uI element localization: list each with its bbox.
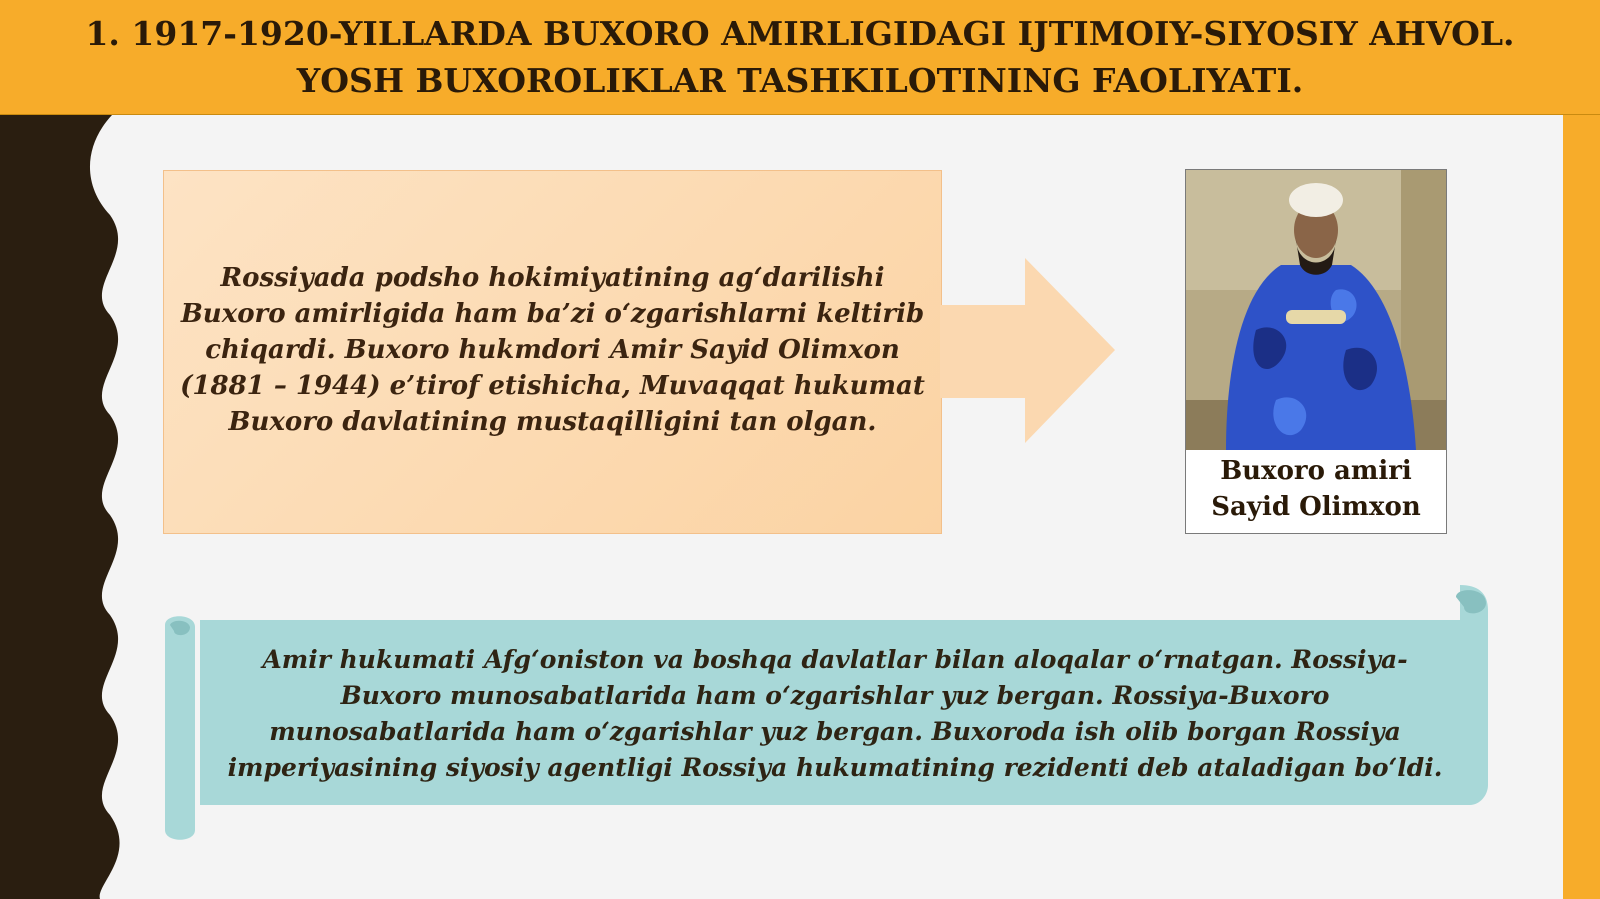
scroll-text: Amir hukumati Afg‘oniston va boshqa davlatlar bilan aloqalar o‘rnatgan. Rossiya-Buxoro munosabatlarida ham o‘zgarishlar yuz bergan. Rossiya-Buxoro munosabatlarida ham o‘zgarishlar yuz bergan. Buxoroda ish olib borgan Rossiya imperiyasining siyosiy agentligi Rossiya hukumatining rezidenti deb ataladigan bo‘ldi. [227, 645, 1443, 782]
portrait-caption: Buxoro amiri Sayid Olimxon [1211, 456, 1421, 522]
info-panel-text: Rossiyada podsho hokimiyatining ag‘darilishi Buxoro amirligida ham ba’zi o‘zgarishlarni keltirib chiqardi. Buxoro hukmdori Amir Sayid Olimxon (1881 – 1944) e’tirof etishicha, Muvaqqat hukumat Buxoro davlatining mustaqilligini tan olgan. [180, 263, 925, 437]
portrait-card [1185, 169, 1447, 534]
title-bar [0, 0, 1600, 115]
left-wavy-band [0, 115, 120, 899]
right-accent-band [1563, 115, 1600, 899]
right-arrow-icon [940, 258, 1120, 448]
portrait-photo [1186, 170, 1446, 450]
slide-title: 1. 1917-1920-YILLARDA BUXORO AMIRLIGIDAGI IJTIMOIY-SIYOSIY AHVOL. YOSH BUXOROLIKLAR TASHKILOTINING FAOLIYATI. [85, 14, 1515, 100]
